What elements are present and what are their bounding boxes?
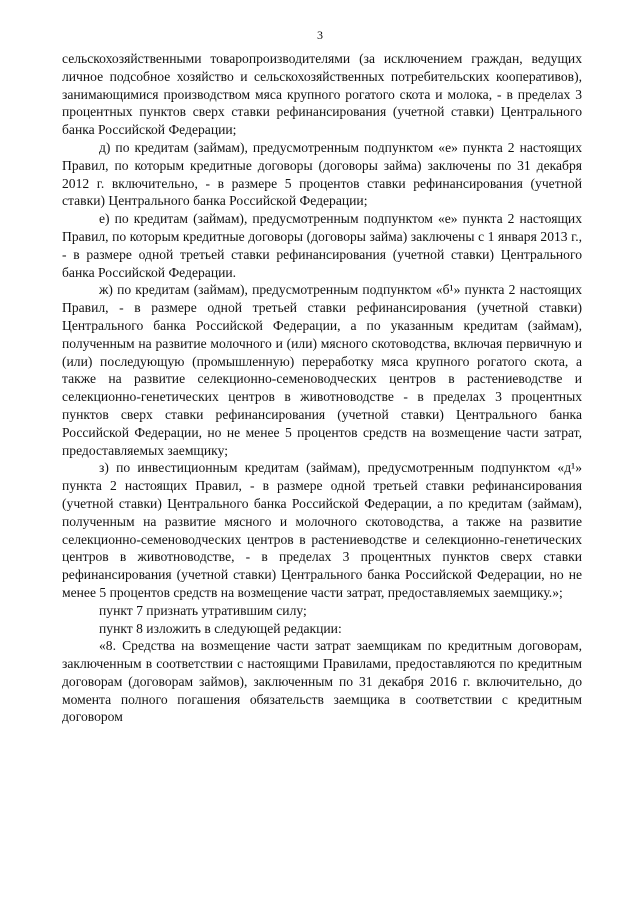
paragraph-point-7: пункт 7 признать утратившим силу; [99, 602, 307, 618]
paragraph-item-z: з) по инвестиционным кредитам (займам), предусмотренным подпунктом «д¹» пункта 2 настоящих Правил, - в размере одной третьей ставки рефинансирования (учетной ставки) Центрального банка Российской Федерации, а по кредитам (займам), полученным на развитие мясного и молочного скотоводства, а также на развитие селекционно-семеноводческих центров в растениеводстве и селекционно-генетических центров в животноводстве, - в пределах 3 процентных пунктов сверх ставки рефинансирования (учетной ставки) Центрального банка Российской Федерации, но не менее 5 процентов средств на возмещение части затрат, предоставляемых заемщику.»; [62, 460, 582, 600]
paragraph-point-8-intro: пункт 8 изложить в следующей редакции: [99, 620, 342, 636]
paragraph-continuation: сельскохозяйственными товаропроизводителями (за исключением граждан, ведущих личное подсобное хозяйство и сельскохозяйственных потребительских кооперативов), занимающимися производством мяса крупного рогатого скота и молока, - в пределах 3 процентных пунктов сверх ставки рефинансирования (учетной ставки) Центрального банка Российской Федерации; [62, 51, 582, 138]
page-number: 3 [317, 28, 323, 42]
paragraph-item-d: д) по кредитам (займам), предусмотренным подпунктом «е» пункта 2 настоящих Правил, по которым кредитные договоры (договоры займа) заключены по 31 декабря 2012 г. включительно, - в размере 5 процентов ставки рефинансирования (учетной ставки) Центрального банка Российской Федерации; [62, 139, 582, 209]
document-body [62, 50, 582, 726]
paragraph-item-e: е) по кредитам (займам), предусмотренным подпунктом «е» пункта 2 настоящих Правил, по которым кредитные договоры (договоры займа) заключены с 1 января 2013 г., - в размере одной третьей ставки рефинансирования (учетной ставки) Центрального банка Российской Федерации. [62, 211, 582, 280]
paragraph-item-zh: ж) по кредитам (займам), предусмотренным подпунктом «б¹» пункта 2 настоящих Правил, - в размере одной третьей ставки рефинансирования (учетной ставки) Центрального банка Российской Федерации, а по указанным кредитам (займам), полученным на развитие молочного и (или) мясного скотоводства, включая первичную и (или) последующую (промышленную) переработку мяса крупного рогатого скота, а также на развитие селекционно-семеноводческих центров в растениеводстве и селекционно-генетических центров в животноводстве - в пределах 3 процентных пунктов сверх ставки рефинансирования (учетной ставки) Центрального банка Российской Федерации, но не менее 5 процентов средств на возмещение части затрат, предоставляемых заемщику; [62, 282, 582, 458]
paragraph-point-8-text: «8. Средства на возмещение части затрат заемщикам по кредитным договорам, заключенным в соответствии с настоящими Правилами, предоставляются по кредитным договорам (договорам займов), заключенным по 31 декабря 2016 г. включительно, до момента полного погашения обязательств заемщика в соответствии с кредитным договором [62, 638, 582, 725]
